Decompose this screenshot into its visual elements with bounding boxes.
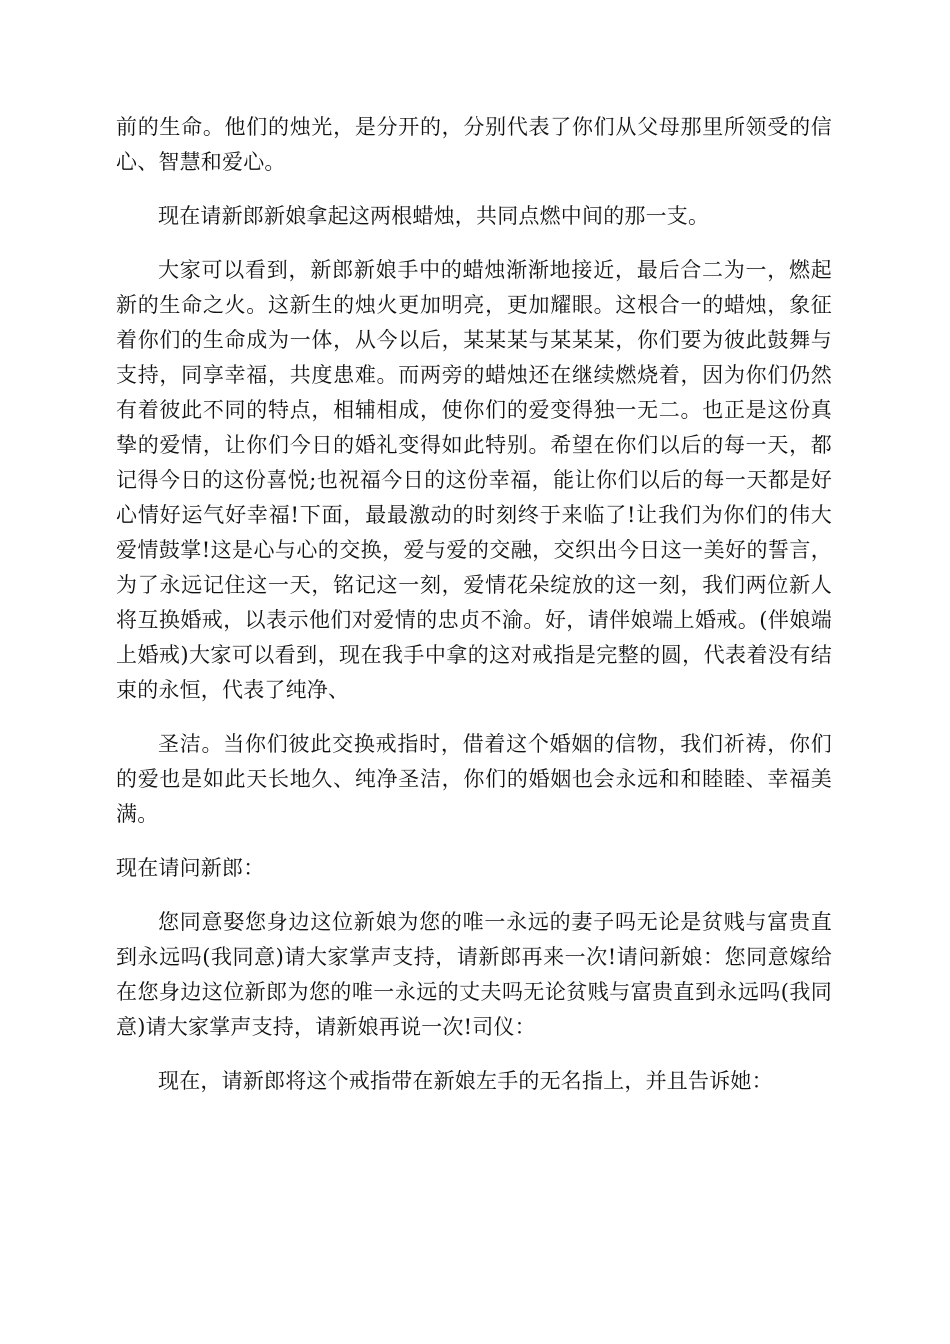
paragraph-unity-candle-and-rings: 大家可以看到，新郎新娘手中的蜡烛渐渐地接近，最后合二为一，燃起新的生命之火。这新生的烛火更加明亮，更加耀眼。这根合一的蜡烛，象征着你们的生命成为一体，从今以后，某某某与某某某，你们要为彼此鼓舞与支持，同享幸福，共度患难。而两旁的蜡烛还在继续燃烧着，因为你们仍然有着彼此不同的特点，相辅相成，使你们的爱变得独一无二。也正是这份真挚的爱情，让你们今日的婚礼变得如此特别。希望在你们以后的每一天，都记得今日的这份喜悦;也祝福今日的这份幸福，能让你们以后的每一天都是好心情好运气好幸福!下面，最最激动的时刻终于来临了!让我们为你们的伟大爱情鼓掌!这是心与心的交换，爱与爱的交融，交织出今日这一美好的誓言，为了永远记住这一天，铭记这一刻，爱情花朵绽放的这一刻，我们两位新人将互换婚戒，以表示他们对爱情的忠贞不渝。好，请伴娘端上婚戒。(伴娘端上婚戒)大家可以看到，现在我手中拿的这对戒指是完整的圆，代表着没有结束的永恒，代表了纯净、 — [116, 258, 832, 702]
paragraph-ring-exchange: 现在，请新郎将这个戒指带在新娘左手的无名指上，并且告诉她： — [158, 1069, 773, 1093]
paragraph-ask-groom: 现在请问新郎： — [116, 856, 265, 880]
paragraph-light-candles: 现在请新郎新娘拿起这两根蜡烛，共同点燃中间的那一支。 — [158, 204, 710, 228]
paragraph-candle-light: 前的生命。他们的烛光，是分开的，分别代表了你们从父母那里所领受的信心、智慧和爱心。 — [116, 115, 832, 174]
document-page — [116, 110, 832, 1099]
paragraph-vows: 您同意娶您身边这位新娘为您的唯一永远的妻子吗无论是贫贱与富贵直到永远吗(我同意)请大家掌声支持，请新郎再来一次!请问新娘：您同意嫁给在您身边这位新郎为您的唯一永远的丈夫吗无论贫贱与富贵直到永远吗(我同意)请大家掌声支持，请新娘再说一次!司仪： — [116, 910, 832, 1039]
paragraph-ring-blessing: 圣洁。当你们彼此交换戒指时，借着这个婚姻的信物，我们祈祷，你们的爱也是如此天长地久、纯净圣洁，你们的婚姻也会永远和和睦睦、幸福美满。 — [116, 732, 832, 826]
